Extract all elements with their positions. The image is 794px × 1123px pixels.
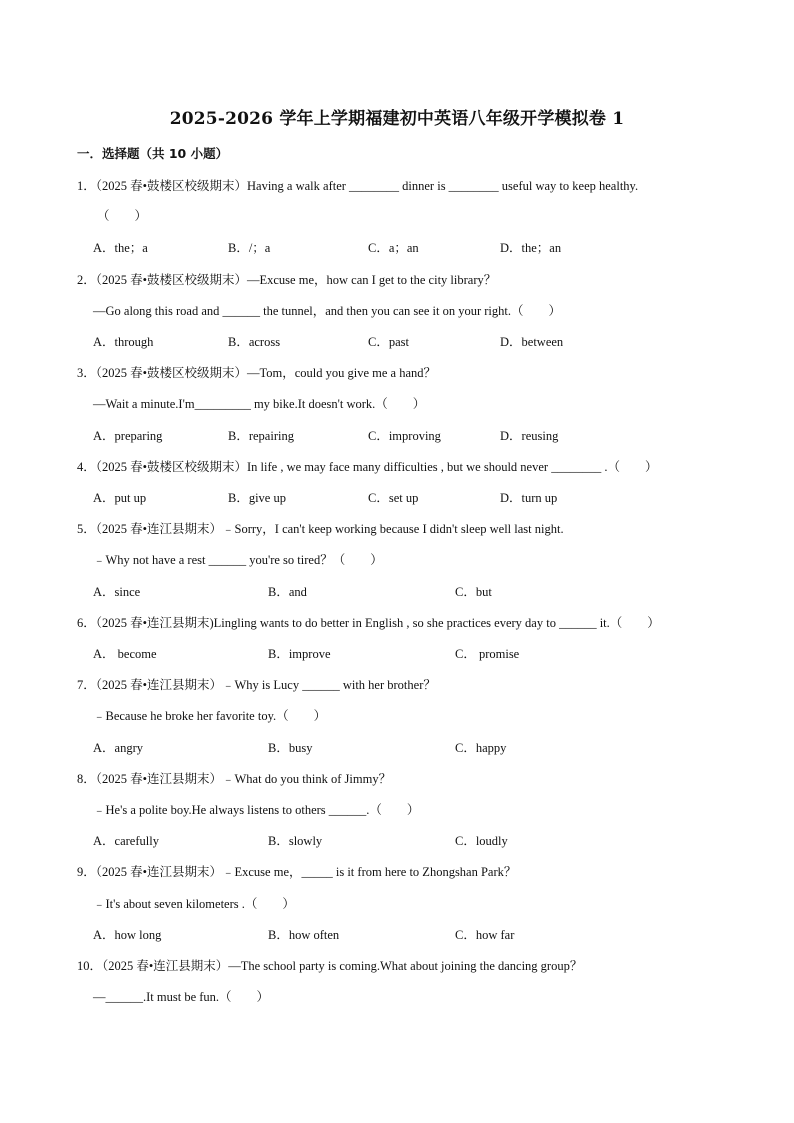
question-1-option-c: C．a；an	[368, 241, 419, 255]
question-5-option-b: B．and	[268, 585, 307, 599]
question-1-stem: 1．（2025 春•鼓楼区校级期末）Having a walk after ________ dinner is ________ useful way to keep healthy.	[77, 179, 639, 193]
question-5-sub: ﹣Why not have a rest ______ you're so tired？（ ）	[93, 553, 383, 567]
question-3-sub: —Wait a minute.I'm_________ my bike.It doesn't work.（ ）	[93, 397, 426, 411]
question-4-option-c: C．set up	[368, 491, 419, 505]
question-6-option-c: C． promise	[455, 647, 520, 661]
question-2-sub: —Go along this road and ______ the tunnel，and then you can see it on your right.（ ）	[93, 304, 561, 318]
question-9-sub: ﹣It's about seven kilometers .（ ）	[93, 897, 295, 911]
question-2-option-d: D．between	[500, 335, 564, 349]
question-3-option-c: C．improving	[368, 429, 441, 443]
question-9-option-a: A．how long	[93, 928, 162, 942]
question-9-stem: 9．（2025 春•连江县期末）﹣Excuse me，_____ is it from here to Zhongshan Park？	[77, 865, 517, 879]
question-9-option-c: C．how far	[455, 928, 515, 942]
question-1-sub: （ ）	[97, 209, 148, 223]
question-3-stem: 3．（2025 春•鼓楼区校级期末）—Tom，could you give me a hand？	[77, 366, 437, 380]
question-3-option-a: A．preparing	[93, 429, 163, 443]
question-4-option-d: D．turn up	[500, 491, 558, 505]
section-heading: 一．选择题（共 10 小题）	[77, 146, 229, 161]
question-5-stem: 5．（2025 春•连江县期末）﹣Sorry，I can't keep working because I didn't sleep well last night.	[77, 522, 564, 536]
question-5-option-c: C．but	[455, 585, 492, 599]
question-3-option-d: D．reusing	[500, 429, 559, 443]
question-9-option-b: B．how often	[268, 928, 340, 942]
question-2-stem: 2．（2025 春•鼓楼区校级期末）—Excuse me，how can I get to the city library？	[77, 273, 497, 287]
question-10-sub: —______.It must be fun.（ ）	[93, 990, 270, 1004]
question-2-option-a: A．through	[93, 335, 154, 349]
question-2-option-b: B．across	[228, 335, 281, 349]
question-10-stem: 10．（2025 春•连江县期末）—The school party is coming.What about joining the dancing group？	[77, 959, 583, 973]
question-8-option-b: B．slowly	[268, 834, 323, 848]
question-4-option-b: B．give up	[228, 491, 286, 505]
question-4-option-a: A．put up	[93, 491, 147, 505]
question-7-stem: 7．（2025 春•连江县期末）﹣Why is Lucy ______ with her brother？	[77, 678, 436, 692]
question-8-option-c: C．loudly	[455, 834, 508, 848]
question-6-stem: 6．（2025 春•连江县期末)Lingling wants to do better in English , so she practices every day to ______ it.（ ）	[77, 616, 660, 630]
question-8-option-a: A．carefully	[93, 834, 159, 848]
question-5-option-a: A．since	[93, 585, 141, 599]
question-1-option-a: A．the；a	[93, 241, 148, 255]
question-8-sub: ﹣He's a polite boy.He always listens to others ______.（ ）	[93, 803, 420, 817]
question-8-stem: 8．（2025 春•连江县期末）﹣What do you think of Jimmy？	[77, 772, 392, 786]
question-6-option-a: A． become	[93, 647, 157, 661]
question-1-option-d: D．the；an	[500, 241, 562, 255]
exam-title: 2025-2026 学年上学期福建初中英语八年级开学模拟卷 1	[169, 109, 625, 129]
question-7-option-a: A．angry	[93, 741, 143, 755]
question-7-option-b: B．busy	[268, 741, 313, 755]
question-4-stem: 4．（2025 春•鼓楼区校级期末）In life , we may face many difficulties , but we should never ________ .（ ）	[77, 460, 658, 474]
question-3-option-b: B．repairing	[228, 429, 294, 443]
question-7-sub: ﹣Because he broke her favorite toy.（ ）	[93, 709, 327, 723]
question-2-option-c: C．past	[368, 335, 409, 349]
question-1-option-b: B．/；a	[228, 241, 271, 255]
question-6-option-b: B．improve	[268, 647, 331, 661]
question-7-option-c: C．happy	[455, 741, 507, 755]
